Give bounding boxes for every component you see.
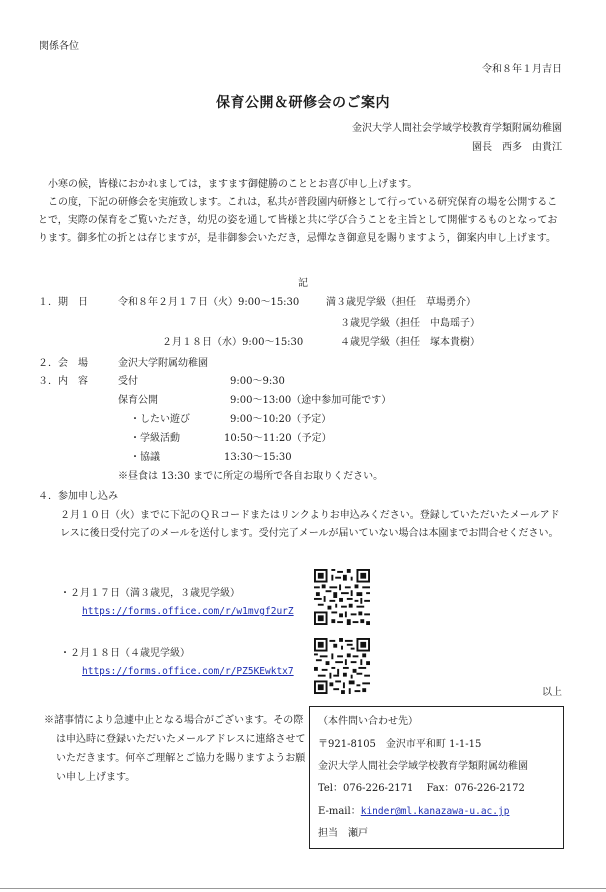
intro-body: この度，下記の研修会を実施致します。これは，私共が普段園内研修として行っている研究保育の場を公開することで，実際の保育をご覧いただき，幼児の姿を通して皆様と共に学び合うことを主旨として開催するものとなっております。御多忙の折とは存じますが，是非御参会いただき，忌憚なき御意見を賜りますよう，御案内申し上げます。 (38, 197, 558, 244)
content-item-time: 9:00～9:30 (230, 376, 285, 387)
principal-name: 園長 西多 由貴江 (472, 142, 562, 153)
content-label: ３．内 容 (38, 376, 88, 387)
content-item-name: 受付 (118, 376, 138, 387)
lunch-note: ※昼食は 13:30 までに所定の場所で各自お取りください。 (118, 471, 384, 482)
recipients: 関係各位 (39, 41, 79, 52)
contact-phone: Tel：076-226-2171 Fax：076-226-2172 (318, 783, 525, 794)
cancellation-notice: ※諸事情により急遽中止となる場合がございます。その際は申込時に登録いただいたメールアドレスに連絡させていただきます。何卒ご理解とご協力を賜りますようお願い申し上げます。 (44, 715, 306, 783)
ki-marker: 記 (298, 278, 308, 289)
venue-value: 金沢大学附属幼稚園 (118, 358, 208, 369)
apply-label: ４．参加申し込み (38, 491, 118, 502)
form2-link[interactable]: https://forms.office.com/r/PZ5KEwktx7 (82, 666, 294, 677)
contact-address: 〒921-8105 金沢市平和町 1-1-15 (318, 739, 482, 750)
schedule-day1-class2: ３歳児学級（担任 中島瑶子） (340, 318, 480, 329)
content-item-name: ・学級活動 (130, 433, 180, 444)
content-item-name: ・協議 (130, 452, 160, 463)
apply-body: ２月１０日（火）までに下記のＱＲコードまたはリンクよりお申込みください。登録していただいたメールアドレスに後日受付完了のメールを送付します。受付完了メールが届いていない場合は本園までお問合せください。 (60, 510, 560, 539)
schedule-day1-date: 令和８年２月１７日（火）9:00～15:30 (118, 297, 300, 308)
schedule-day2-date: ２月１８日（水）9:00～15:30 (162, 337, 304, 348)
intro-greeting: 小寒の候，皆様におかれましては，ますます御健勝のこととお喜び申し上げます。 (48, 179, 418, 190)
contact-person: 担当 瀬戸 (318, 828, 368, 839)
form1-label: ・２月１７日（満３歳児，３歳児学級） (60, 588, 240, 599)
content-item-time: 9:00～13:00（途中参加可能です） (230, 395, 392, 406)
organization-name: 金沢大学人間社会学域学校教育学類附属幼稚園 (352, 123, 562, 134)
qr-code-icon (314, 569, 370, 625)
contact-email-row (318, 805, 509, 818)
page-bottom-divider (0, 888, 606, 889)
schedule-day1-class1: 満３歳児学級（担任 草場勇介） (326, 297, 476, 308)
qr-code-icon (314, 638, 370, 694)
contact-heading: （本件問い合わせ先） (318, 716, 418, 727)
issue-date: 令和８年１月吉日 (482, 64, 562, 75)
contact-email-link[interactable]: kinder@ml.kanazawa-u.ac.jp (360, 806, 510, 817)
contact-org: 金沢大学人間社会学域学校教育学類附属幼稚園 (318, 761, 528, 772)
venue-label: ２．会 場 (38, 358, 88, 369)
form1-link[interactable]: https://forms.office.com/r/w1mvgf2urZ (82, 606, 294, 617)
schedule-label: １．期 日 (38, 297, 88, 308)
content-item-time: 9:00～10:20（予定） (230, 414, 332, 425)
contact-box (309, 706, 564, 849)
form2-label: ・２月１８日（４歳児学級） (60, 648, 190, 659)
ijo-marker: 以上 (542, 687, 562, 698)
contact-email-label: E-mail： (318, 806, 361, 817)
content-item-time: 10:50～11:20（予定） (224, 433, 332, 444)
content-item-time: 13:30～15:30 (224, 452, 292, 463)
schedule-day2-class: ４歳児学級（担任 塚本貴樹） (340, 337, 480, 348)
content-item-name: 保育公開 (118, 395, 158, 406)
document-title: 保育公開＆研修会のご案内 (216, 95, 390, 111)
content-item-name: ・したい遊び (130, 414, 190, 425)
